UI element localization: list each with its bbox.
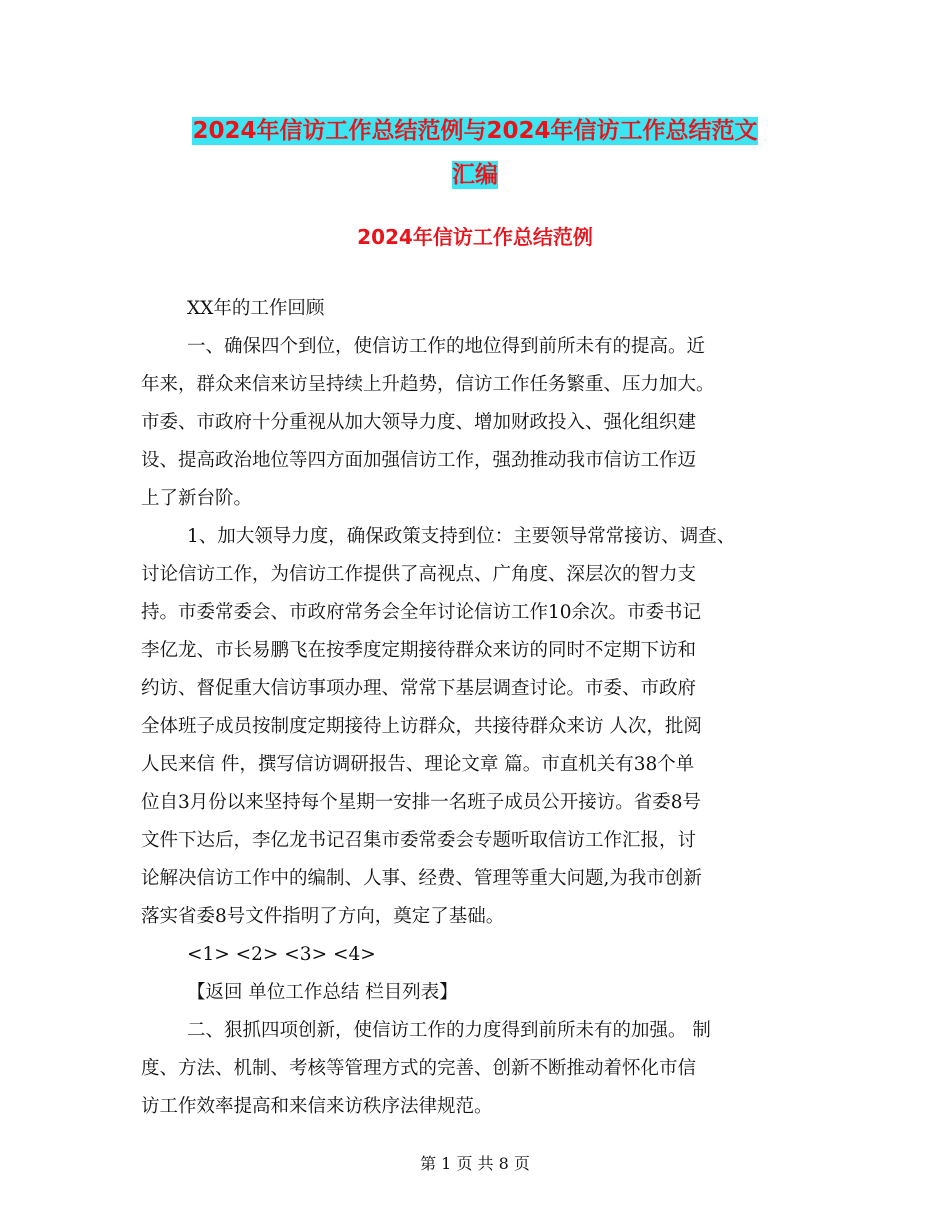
document-title-line2: 汇编	[452, 162, 498, 188]
body-line: 论解决信访工作中的编制、人事、经费、管理等重大问题,为我市创新	[141, 868, 702, 889]
return-link[interactable]: 【返回 单位工作总结 栏目列表】	[187, 982, 458, 1003]
body-line: 讨论信访工作，为信访工作提供了高视点、广角度、深层次的智力支	[141, 564, 697, 585]
body-line: XX年的工作回顾	[187, 298, 325, 319]
body-line: 落实省委8号文件指明了方向，奠定了基础。	[141, 906, 505, 927]
document-title-line1: 2024年信访工作总结范例与2024年信访工作总结范文	[192, 118, 758, 144]
body-line: 全体班子成员按制度定期接待上访群众，共接待群众来访 人次，批阅	[141, 716, 702, 737]
body-line: 持。市委常委会、市政府常务会全年讨论信访工作10余次。市委书记	[141, 602, 702, 623]
body-line: 访工作效率提高和来信来访秩序法律规范。	[141, 1096, 493, 1117]
body-line: 度、方法、机制、考核等管理方式的完善、创新不断推动着怀化市信	[141, 1058, 697, 1079]
body-line: 上了新台阶。	[141, 488, 253, 509]
body-line: 李亿龙、市长易鹏飞在按季度定期接待群众来访的同时不定期下访和	[141, 640, 697, 661]
body-line: 文件下达后，李亿龙书记召集市委常委会专题听取信访工作汇报，讨	[141, 830, 697, 851]
body-line: 约访、督促重大信访事项办理、常常下基层调查讨论。市委、市政府	[141, 678, 697, 699]
body-line: 人民来信 件，撰写信访调研报告、理论文章 篇。市直机关有38个单	[141, 754, 695, 775]
body-line: 一、确保四个到位，使信访工作的地位得到前所未有的提高。近	[187, 336, 706, 357]
body-line: 年来，群众来信来访呈持续上升趋势，信访工作任务繁重、压力加大。	[141, 374, 715, 395]
section-title: 2024年信访工作总结范例	[357, 225, 593, 249]
page-footer: 第 1 页 共 8 页	[420, 1154, 530, 1173]
body-line: 二、狠抓四项创新，使信访工作的力度得到前所未有的加强。 制	[187, 1020, 711, 1041]
page-links[interactable]: <1> <2> <3> <4>	[187, 944, 376, 965]
body-line: 1、加大领导力度，确保政策支持到位：主要领导常常接访、调查、	[187, 526, 736, 547]
body-line: 市委、市政府十分重视从加大领导力度、增加财政投入、强化组织建	[141, 412, 697, 433]
body-line: 设、提高政治地位等四方面加强信访工作，强劲推动我市信访工作迈	[141, 450, 697, 471]
body-line: 位自3月份以来坚持每个星期一安排一名班子成员公开接访。省委8号	[141, 792, 702, 813]
